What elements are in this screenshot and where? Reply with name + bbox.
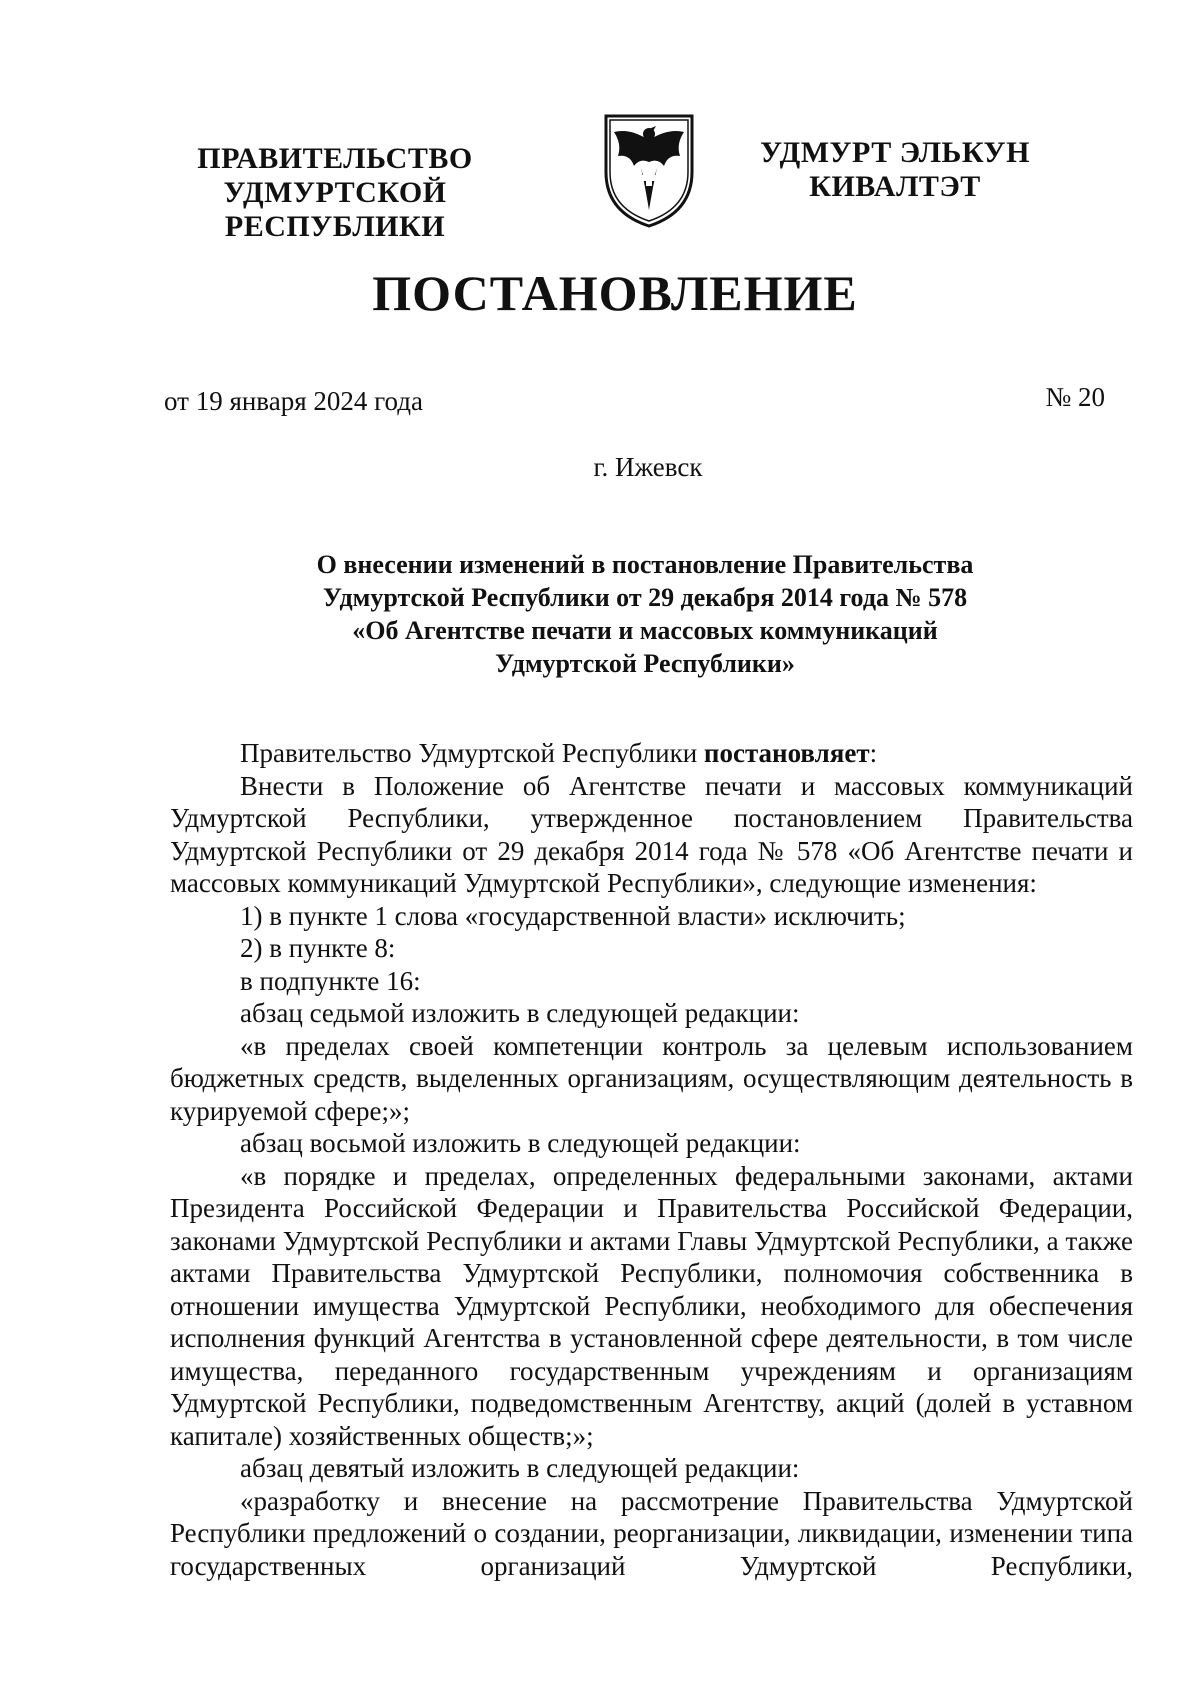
org-right-line-1: УДМУРТ ЭЛЬКУН — [760, 136, 1030, 169]
item-4: абзац седьмой изложить в следующей редакции: — [240, 998, 800, 1028]
item-5: абзац восьмой изложить в следующей редакции: — [240, 1128, 801, 1158]
document-type-heading: ПОСТАНОВЛЕНИЕ — [372, 265, 858, 321]
intro-bold: постановляет — [703, 738, 870, 768]
document-title — [230, 548, 1060, 680]
title-line-1: О внесении изменений в постановление Правительства — [316, 550, 974, 579]
government-name-udmurt — [715, 136, 1075, 204]
item-3: в подпункте 16: — [240, 965, 421, 996]
paragraph-1: Внести в Положение об Агентстве печати и массовых коммуникаций Удмуртской Республики, утвержденное постановлением Правительства Удмуртской Республики от 29 декабря 2014 года № 578 «Об Агентстве печати и массовых коммуникаций Удмуртской Республики», следующие изменения: — [170, 770, 1133, 898]
title-line-2: Удмуртской Республики от 29 декабря 2014 года № 578 — [322, 583, 968, 612]
title-line-4: Удмуртской Республики» — [495, 649, 795, 678]
intro-paragraph — [170, 737, 1133, 770]
document-number: № 20 — [1045, 382, 1105, 412]
quote-1: «в пределах своей компетенции контроль за целевым использованием бюджетных средств, выделенных организациям, осуществляющим деятельность в курируемой сфере;»; — [170, 1030, 1133, 1126]
quote-3: «разработку и внесение на рассмотрение Правительства Удмуртской Республики предложений о создании, реорганизации, ликвидации, изменении типа государственных организаций Удмуртской Республики, — [170, 1485, 1133, 1581]
udmurtia-coat-of-arms-icon — [600, 110, 698, 230]
document-date: от 19 января 2024 года — [164, 386, 423, 416]
government-name-russian — [140, 142, 530, 244]
org-right-line-2: КИВАЛТЭТ — [809, 170, 981, 203]
title-line-3: «Об Агентстве печати и массовых коммуникаций — [352, 616, 938, 645]
intro-suffix: : — [869, 738, 878, 768]
document-city: г. Ижевск — [593, 452, 703, 482]
item-2: 2) в пункте 8: — [240, 933, 396, 963]
item-6: абзац девятый изложить в следующей редакции: — [240, 1453, 800, 1483]
quote-2: «в порядке и пределах, определенных федеральными законами, актами Президента Российской Федерации и Правительства Российской Федерации, законами Удмуртской Республики и актами Главы Удмуртской Республики, а также актами Правительства Удмуртской Республики, полномочия собственника в отношении имущества Удмуртской Республики, необходимого для обеспечения исполнения функций Агентства в установленной сфере деятельности, в том числе имущества, переданного государственным учреждениям и организациям Удмуртской Республики, подведомственным Агентству, акций (долей в уставном капитале) хозяйственных обществ;»; — [170, 1160, 1133, 1451]
item-1: 1) в пункте 1 слова «государственной власти» исключить; — [240, 900, 906, 931]
intro-prefix: Правительство Удмуртской Республики — [240, 738, 704, 768]
document-body — [170, 737, 1133, 1582]
org-left-line-1: ПРАВИТЕЛЬСТВО — [197, 142, 473, 175]
org-left-line-2: УДМУРТСКОЙ РЕСПУБЛИКИ — [223, 176, 447, 243]
